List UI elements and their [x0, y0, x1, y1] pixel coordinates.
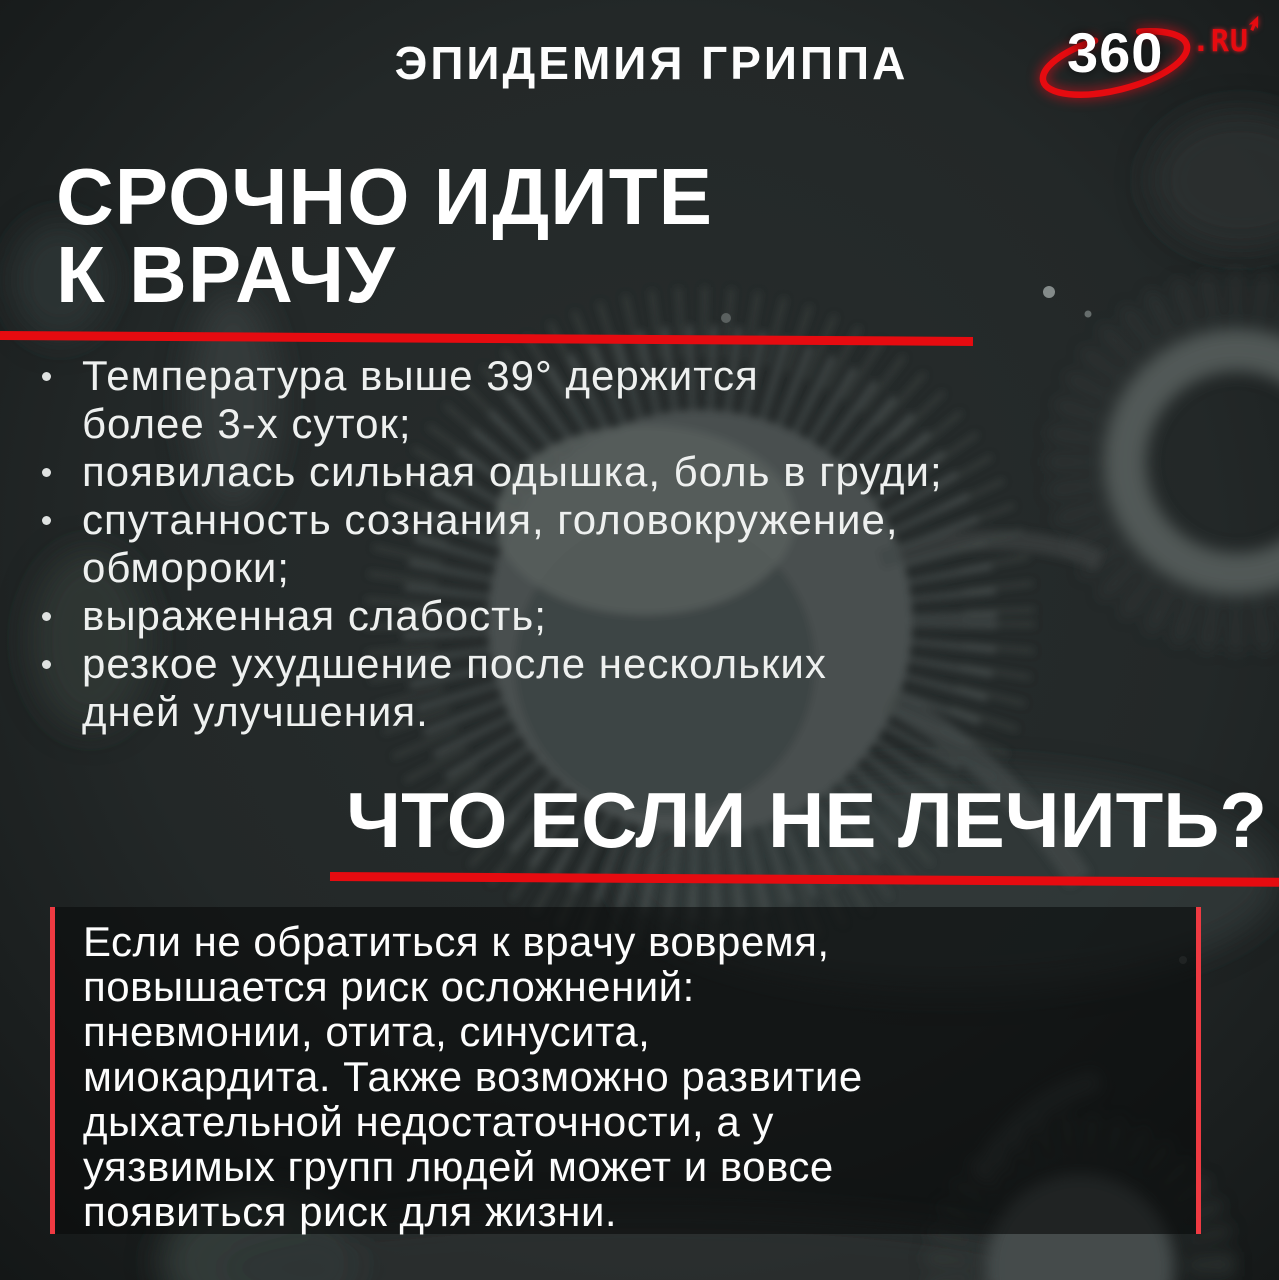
symptom-text: Температура выше 39° держится более 3-х суток;: [82, 352, 759, 447]
bullet-dot-icon: [42, 516, 51, 525]
warning-box: [50, 907, 1201, 1234]
bullet-dot-icon: [42, 612, 51, 621]
symptom-item: [40, 352, 1259, 448]
main-title-line2: К ВРАЧУ: [56, 230, 396, 319]
main-title-line1: СРОЧНО ИДИТЕ: [56, 152, 713, 241]
logo-number: 360: [1067, 21, 1164, 84]
symptoms-list: [40, 352, 1259, 736]
symptom-text: резкое ухудшение после нескольких дней улучшения.: [82, 640, 827, 735]
page-kicker: ЭПИДЕМИЯ ГРИППА: [394, 37, 909, 89]
symptom-item: [40, 592, 1259, 640]
logo-360ru: [1035, 12, 1263, 104]
symptom-text: выраженная слабость;: [82, 592, 547, 639]
symptom-item: [40, 496, 1259, 592]
logo-domain-suffix: .RU: [1191, 24, 1249, 59]
bullet-dot-icon: [42, 468, 51, 477]
symptom-item: [40, 640, 1259, 736]
logo-cursor-icon: [1247, 14, 1263, 32]
bullet-dot-icon: [42, 660, 51, 669]
symptom-text: появилась сильная одышка, боль в груди;: [82, 448, 943, 495]
symptom-text: спутанность сознания, головокружение, обмороки;: [82, 496, 899, 591]
bullet-dot-icon: [42, 372, 51, 381]
warning-text: Если не обратиться к врачу вовремя, повышается риск осложнений: пневмонии, отита, синусита, миокардита. Также возможно развитие дыхательной недостаточности, а у уязвимых групп людей может и вовсе появиться риск для жизни.: [83, 918, 863, 1235]
section-title: ЧТО ЕСЛИ НЕ ЛЕЧИТЬ?: [346, 776, 1267, 864]
symptom-item: [40, 448, 1259, 496]
main-title: [56, 152, 713, 319]
